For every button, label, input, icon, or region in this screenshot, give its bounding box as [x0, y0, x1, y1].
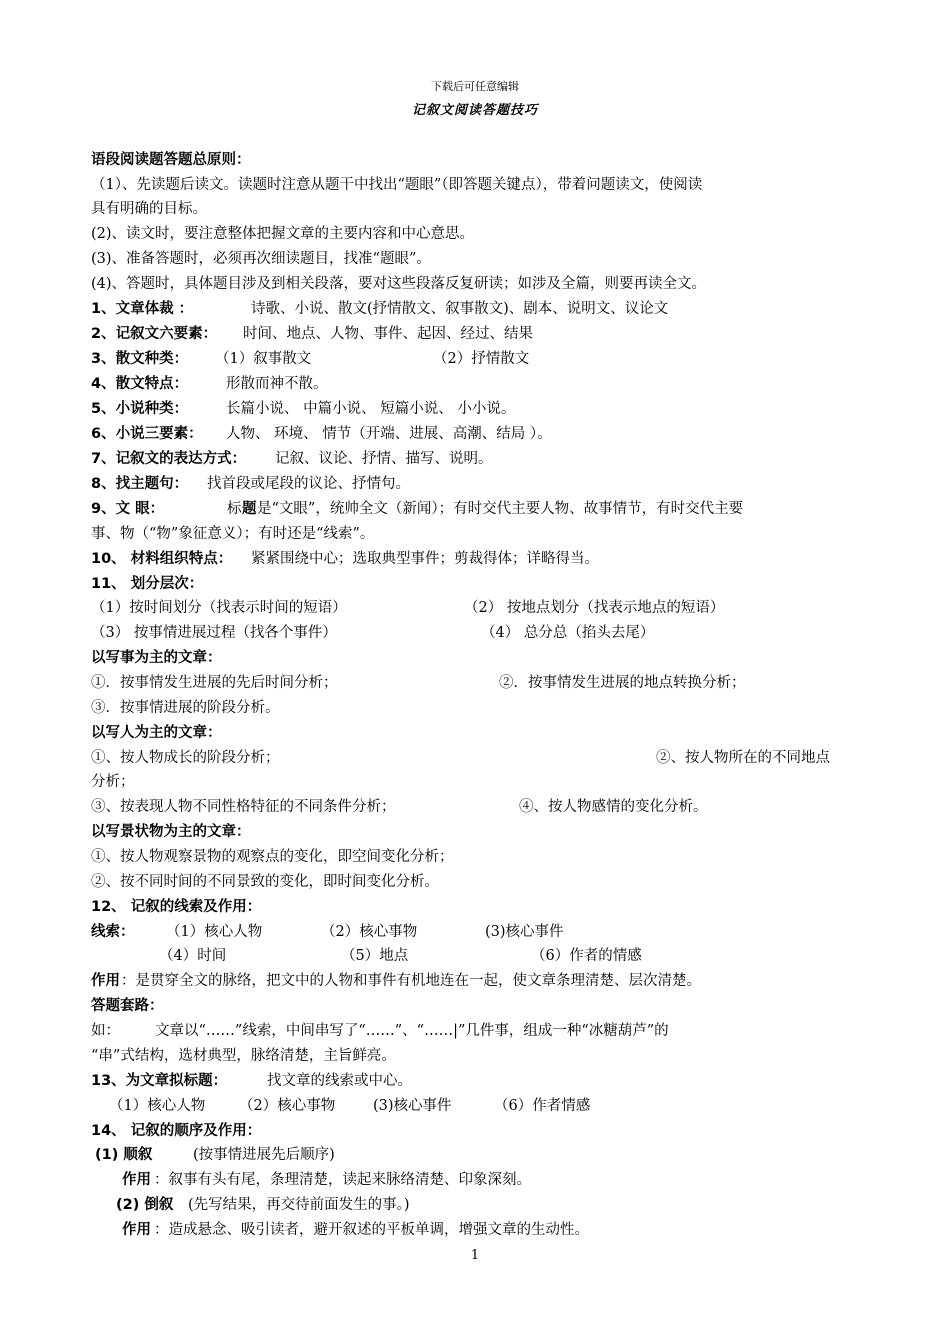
text-line — [91, 723, 862, 743]
body-text: 人物、 环境、 情节（开端、进展、高潮、结局 ）。 — [226, 426, 552, 442]
heading-text: (2) 倒叙 — [116, 1197, 174, 1213]
body-text: ②．按事情发生进展的地点转换分析； — [499, 675, 746, 691]
body-text: 找首段或尾段的议论、抒情句。 — [207, 476, 410, 492]
text-line — [91, 772, 862, 792]
text-line — [91, 1021, 862, 1041]
body-text: ②、按人物所在的不同地点 — [656, 750, 830, 766]
body-text: （3） 按事情进展过程（找各个事件） — [91, 625, 337, 641]
body-text: （2）核心事物 — [239, 1098, 336, 1114]
text-line — [91, 847, 862, 867]
body-text: （1）、先读题后读文。读题时注意从题干中找出“题眼”（即答题关键点），带着问题读文，使阅读 — [91, 177, 703, 193]
heading-text: 12、 记叙的线索及作用： — [91, 899, 262, 915]
heading-text: 以写景状物为主的文章： — [91, 824, 251, 840]
heading-text: 5、小说种类： — [91, 401, 189, 417]
text-line — [91, 249, 862, 269]
text-line — [91, 1046, 862, 1066]
text-line — [91, 374, 862, 394]
body-text: ②、按不同时间的不同景致的变化，即时间变化分析。 — [91, 874, 439, 890]
body-text: ：造成悬念、吸引读者，避开叙述的平板单调，增强文章的生动性。 — [154, 1222, 589, 1238]
body-text: 是“文眼”，统帅全文（新闻）；有时交代主要人物、故事情节，有时交代主要 — [257, 501, 744, 517]
body-text: 时间、地点、人物、事件、起因、经过、结果 — [243, 326, 533, 342]
body-text: ①．按事情发生进展的先后时间分析； — [91, 675, 338, 691]
body-text: (先写结果，再交待前面发生的事。) — [188, 1197, 410, 1213]
body-text: （2） 按地点划分（找表示地点的短语） — [464, 600, 725, 616]
text-line — [91, 797, 862, 817]
heading-text: (1) 顺叙 — [95, 1147, 153, 1163]
body-text: (3)、准备答题时，必须再次细读题目，找准“题眼”。 — [91, 251, 431, 267]
page-number: 1 — [470, 1248, 480, 1263]
heading-text: 3、散文种类： — [91, 351, 189, 367]
heading-text: 以写事为主的文章： — [91, 650, 222, 666]
body-text: 记叙、议论、抒情、描写、说明。 — [275, 451, 493, 467]
body-text: （2）核心事物 — [321, 924, 418, 940]
text-line — [91, 623, 862, 643]
text-line — [91, 872, 862, 892]
body-text: （1）按时间划分（找表示时间的短语） — [91, 600, 347, 616]
body-text: ①、按人物成长的阶段分析； — [91, 750, 280, 766]
text-line — [91, 474, 862, 494]
heading-text: 线索： — [91, 924, 135, 940]
heading-text: 作用 — [122, 1222, 151, 1238]
heading-text: 作用 — [91, 973, 120, 989]
heading-text: 2、记叙文六要素： — [91, 326, 218, 342]
heading-text: 4、散文特点： — [91, 376, 189, 392]
heading-text: 9、文 眼： — [91, 501, 165, 517]
text-line — [91, 673, 862, 693]
body-text: （1）叙事散文 — [215, 351, 312, 367]
body-text: 形散而神不散。 — [226, 376, 328, 392]
text-line — [91, 150, 862, 170]
text-line — [91, 199, 862, 219]
body-text: ：是贯穿全文的脉络，把文中的人物和事件有机地连在一起，使文章条理清楚、层次清楚。 — [121, 973, 701, 989]
text-line — [91, 175, 862, 195]
body-text: ：叙事有头有尾，条理清楚，读起来脉络清楚、印象深刻。 — [154, 1172, 531, 1188]
page-header: 下载后可任意编辑 — [431, 80, 519, 93]
heading-text: 作用 — [122, 1172, 151, 1188]
body-text: (2)、读文时，要注意整体把握文章的主要内容和中心意思。 — [91, 226, 475, 242]
heading-text: 10、 材料组织特点： — [91, 551, 233, 567]
text-line — [91, 349, 862, 369]
body-text: (按事情进展先后顺序) — [193, 1147, 335, 1163]
body-text: 事、物（“物”象征意义）；有时还是“线索”。 — [91, 526, 375, 542]
body-text: 长篇小说、 中篇小说、 短篇小说、 小小说。 — [226, 401, 516, 417]
heading-text: 答题套路： — [91, 998, 164, 1014]
heading-text: 8、找主题句： — [91, 476, 189, 492]
text-line — [91, 698, 862, 718]
text-line — [91, 399, 862, 419]
text-line — [91, 922, 862, 942]
text-line — [91, 274, 862, 294]
text-line — [91, 549, 862, 569]
text-line — [91, 499, 862, 519]
heading-text: 14、 记叙的顺序及作用： — [91, 1123, 262, 1139]
body-text: 诗歌、小说、散文(抒情散文、叙事散文)、剧本、说明文、议论文 — [251, 301, 669, 317]
body-text: 紧紧围绕中心；选取典型事件；剪裁得体；详略得当。 — [251, 551, 599, 567]
body-text: ①、按人物观察景物的观察点的变化，即空间变化分析； — [91, 849, 454, 865]
body-text: （5）地点 — [341, 948, 409, 964]
body-text: （6）作者情感 — [494, 1098, 591, 1114]
text-line — [91, 971, 862, 991]
body-text: 文章以“……”线索，中间串写了“……”、“……|”几件事，组成一种“冰糖葫芦”的 — [155, 1023, 669, 1039]
text-line — [91, 1071, 862, 1091]
heading-text: 语段阅读题答题总原则： — [91, 152, 251, 168]
body-text: 如： — [91, 1023, 120, 1039]
text-line — [91, 822, 862, 842]
text-line — [91, 648, 862, 668]
body-text: （1）核心人物 — [166, 924, 263, 940]
document-title: 记叙文阅读答题技巧 — [411, 103, 538, 118]
heading-text: 7、记叙文的表达方式： — [91, 451, 247, 467]
heading-text: 13、为文章拟标题： — [91, 1073, 228, 1089]
text-line — [91, 224, 862, 244]
body-text: （6）作者的情感 — [531, 948, 642, 964]
text-line — [91, 524, 862, 544]
heading-text: 题 — [242, 501, 257, 517]
text-line — [91, 424, 862, 444]
heading-text: 以写人为主的文章： — [91, 725, 222, 741]
heading-text: 6、小说三要素： — [91, 426, 203, 442]
text-line — [91, 1121, 862, 1141]
text-line — [91, 449, 862, 469]
text-line — [91, 324, 862, 344]
body-text: (4)、答题时，具体题目涉及到相关段落，要对这些段落反复研读；如涉及全篇，则要再读全文。 — [91, 276, 707, 292]
text-line — [91, 598, 862, 618]
text-line — [91, 897, 862, 917]
body-text: 找文章的线索或中心。 — [267, 1073, 412, 1089]
body-text: “串”式结构，选材典型，脉络清楚，主旨鲜亮。 — [91, 1048, 396, 1064]
body-text: 标 — [227, 501, 242, 517]
body-text: （1）核心人物 — [109, 1098, 206, 1114]
text-line — [91, 996, 862, 1016]
body-text: ④、按人物感情的变化分析。 — [519, 799, 708, 815]
body-text: 分析； — [91, 774, 135, 790]
body-text: （4）时间 — [159, 948, 227, 964]
body-text: ③．按事情进展的阶段分析。 — [91, 700, 280, 716]
body-text: ③、按表现人物不同性格特征的不同条件分析； — [91, 799, 396, 815]
heading-text: 11、 划分层次： — [91, 576, 204, 592]
body-text: 具有明确的目标。 — [91, 201, 207, 217]
body-text: （2）抒情散文 — [433, 351, 530, 367]
body-text: (3)核心事件 — [373, 1098, 452, 1114]
text-line — [91, 299, 862, 319]
body-text: （4） 总分总（掐头去尾） — [481, 625, 655, 641]
heading-text: 1、文章体裁 ： — [91, 301, 194, 317]
text-line — [91, 748, 862, 768]
body-text: (3)核心事件 — [485, 924, 564, 940]
text-line — [91, 574, 862, 594]
